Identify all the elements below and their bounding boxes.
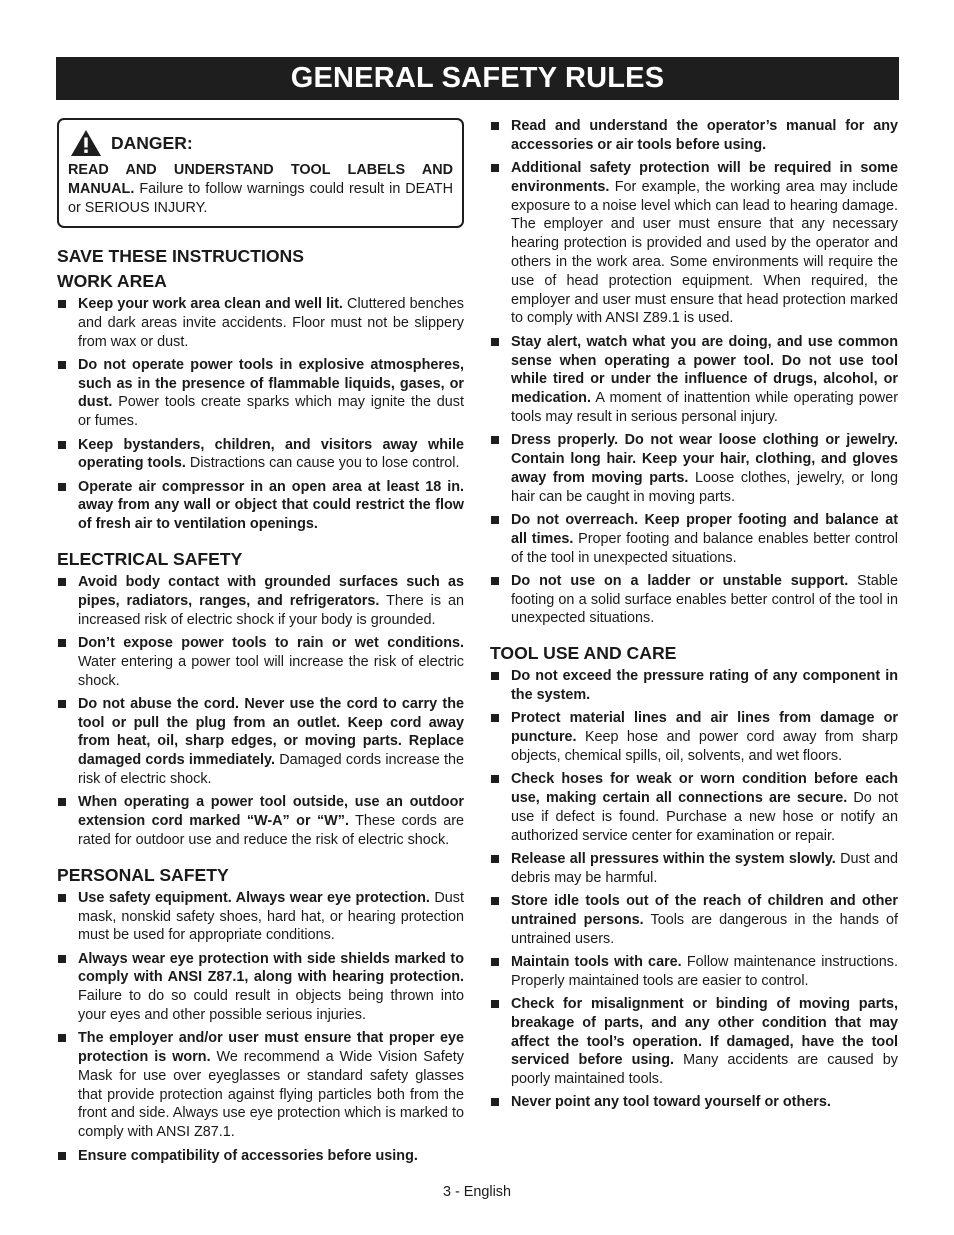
item-text: Cluttered benches and dark areas invite accidents. Floor must not be slippery from wax or dust. <box>78 296 464 350</box>
item-text: There is an increased risk of electric shock if your body is grounded. <box>78 592 464 628</box>
list-item <box>57 436 464 474</box>
item-bold-text: Stay alert, watch what you are doing, and use common sense when operating a power tool. Do not use tool while tired or under the influence of drugs, alcohol, or medication. <box>511 333 898 407</box>
list-item <box>490 117 898 155</box>
bullet-square-icon <box>491 1000 499 1008</box>
item-text: A moment of inattention while operating power tools may result in serious personal injury. <box>511 390 898 425</box>
danger-header <box>70 129 453 157</box>
item-bold-text: Check hoses for weak or worn condition before each use, making certain all connections are secure. <box>511 771 898 806</box>
list-item <box>490 892 898 948</box>
bullet-square-icon <box>491 164 499 172</box>
list-item <box>57 695 464 789</box>
section-heading: PERSONAL SAFETY <box>57 864 229 885</box>
list-item <box>490 667 898 705</box>
page-number: 3 - English <box>443 1184 511 1200</box>
bullet-square-icon <box>491 855 499 863</box>
list-item <box>490 431 898 506</box>
warning-triangle-icon <box>70 129 102 157</box>
right-column <box>490 117 898 1117</box>
item-text: Keep hose and power cord away from sharp objects, chemical spills, oil, solvents, and wet floors. <box>511 729 898 764</box>
item-text: Dust mask, nonskid safety shoes, hard hat, or hearing protection must be used for appropriate conditions. <box>78 889 464 944</box>
item-bold-text: Keep your work area clean and well lit. <box>78 296 343 312</box>
list-item <box>57 356 464 431</box>
item-bold-text: Do not use on a ladder or unstable support. <box>511 572 849 589</box>
bullet-square-icon <box>58 955 66 963</box>
list-item <box>490 511 898 567</box>
list-item <box>57 634 464 690</box>
item-bold-text: Do not exceed the pressure rating of any component in the system. <box>511 668 898 704</box>
tool-use-list <box>490 667 898 1112</box>
item-bold-text: Protect material lines and air lines from damage or puncture. <box>511 710 898 746</box>
bullet-square-icon <box>58 798 66 806</box>
list-item <box>57 1029 464 1142</box>
list-item <box>57 889 464 945</box>
item-text: Proper footing and balance enables better control of the tool in unexpected situations. <box>511 530 898 566</box>
section-heading: WORK AREA <box>57 271 167 291</box>
item-text: These cords are rated for outdoor use and reduce the risk of electric shock. <box>78 813 464 848</box>
danger-body-text: Failure to follow warnings could result in DEATH or SERIOUS INJURY. <box>68 181 453 216</box>
bullet-square-icon <box>58 639 66 647</box>
bullet-square-icon <box>58 700 66 708</box>
bullet-square-icon <box>58 441 66 449</box>
electrical-safety-list <box>57 573 464 850</box>
bullet-square-icon <box>58 894 66 902</box>
personal-safety-continued-list <box>490 117 898 628</box>
danger-bold-text: READ AND UNDERSTAND TOOL LABELS AND MANUAL. <box>68 162 453 197</box>
item-text: Damaged cords increase the risk of electric shock. <box>78 752 464 788</box>
item-bold-text: Dress properly. Do not wear loose clothing or jewelry. Contain long hair. Keep your hair, clothing, and gloves away from moving parts. <box>511 432 898 486</box>
list-item <box>57 573 464 629</box>
item-bold-text: Don’t expose power tools to rain or wet conditions. <box>78 634 464 651</box>
section-heading: ELECTRICAL SAFETY <box>57 549 243 570</box>
danger-notice <box>57 118 464 228</box>
save-instructions-heading: SAVE THESE INSTRUCTIONS <box>57 246 304 266</box>
list-item <box>57 793 464 849</box>
bullet-square-icon <box>491 714 499 722</box>
item-text: Many accidents are caused by poorly maintained tools. <box>511 1052 898 1088</box>
item-bold-text: The employer and/or user must ensure that proper eye protection is worn. <box>78 1030 464 1066</box>
item-bold-text: Release all pressures within the system slowly. <box>511 850 836 867</box>
item-bold-text: Maintain tools with care. <box>511 953 682 970</box>
item-bold-text: Read and understand the operator’s manual for any accessories or air tools before using. <box>511 118 898 153</box>
personal-safety-list <box>57 889 464 1166</box>
danger-label: DANGER: <box>111 132 193 153</box>
list-item <box>490 1093 898 1112</box>
bullet-square-icon <box>491 436 499 444</box>
bullet-square-icon <box>58 483 66 491</box>
left-column <box>57 118 464 1170</box>
bullet-square-icon <box>491 338 499 346</box>
bullet-square-icon <box>58 1152 66 1160</box>
list-item <box>490 572 898 628</box>
item-bold-text: Ensure compatibility of accessories before using. <box>78 1147 418 1164</box>
work-area-list <box>57 295 464 534</box>
item-bold-text: Always wear eye protection with side shields marked to comply with ANSI Z87.1, along with hearing protection. <box>78 950 464 986</box>
list-item <box>490 333 898 427</box>
bullet-square-icon <box>58 578 66 586</box>
list-item <box>490 850 898 888</box>
item-text: Dust and debris may be harmful. <box>511 850 898 886</box>
list-item <box>490 770 898 845</box>
item-bold-text: Keep bystanders, children, and visitors away while operating tools. <box>78 436 464 472</box>
bullet-square-icon <box>58 300 66 308</box>
list-item <box>490 995 898 1089</box>
item-text: Do not use if defect is found. Purchase a new hose or notify an authorized service center for examination or repair. <box>511 790 898 844</box>
item-bold-text: Store idle tools out of the reach of children and other untrained persons. <box>511 892 898 928</box>
item-bold-text: Operate air compressor in an open area at least 18 in. away from any wall or object that could restrict the flow of fresh air to ventilation openings. <box>78 478 464 533</box>
page-title: GENERAL SAFETY RULES <box>56 57 899 100</box>
list-item <box>57 478 464 534</box>
bullet-square-icon <box>491 897 499 905</box>
danger-message <box>68 161 453 218</box>
bullet-square-icon <box>491 775 499 783</box>
item-bold-text: Avoid body contact with grounded surfaces such as pipes, radiators, ranges, and refrigerators. <box>78 574 464 609</box>
item-text: We recommend a Wide Vision Safety Mask for use over eyeglasses or standard safety glasses that provide protection against flying particles both from the front and side. Always use eye protection which is marked to comply with ANSI Z87.1. <box>78 1049 464 1141</box>
item-bold-text: Use safety equipment. Always wear eye protection. <box>78 889 430 906</box>
bullet-square-icon <box>58 361 66 369</box>
item-bold-text: Do not overreach. Keep proper footing and balance at all times. <box>511 511 898 547</box>
item-text: Stable footing on a solid surface enables better control of the tool in unexpected situations. <box>511 572 898 627</box>
bullet-square-icon <box>491 577 499 585</box>
bullet-square-icon <box>491 672 499 680</box>
bullet-square-icon <box>491 122 499 130</box>
list-item <box>490 159 898 328</box>
item-text: Failure to do so could result in objects being thrown into your eyes and other possible serious injuries. <box>78 988 464 1023</box>
item-bold-text: Check for misalignment or binding of moving parts, breakage of parts, and any other condition that may affect the tool’s operation. If damaged, have the tool serviced before using. <box>511 995 898 1069</box>
item-bold-text: When operating a power tool outside, use an outdoor extension cord marked “W-A” or “W”. <box>78 794 464 830</box>
item-bold-text: Do not operate power tools in explosive atmospheres, such as in the presence of flammable liquids, gases, or dust. <box>78 356 464 411</box>
bullet-square-icon <box>491 516 499 524</box>
section-heading: TOOL USE AND CARE <box>490 643 677 664</box>
item-text: Distractions can cause you to lose control. <box>185 455 460 472</box>
bullet-square-icon <box>58 1034 66 1042</box>
item-bold-text: Do not abuse the cord. Never use the cord to carry the tool or pull the plug from an outlet. Keep cord away from heat, oil, sharp edges, or moving parts. Replace damaged cords immediately. <box>78 695 464 769</box>
item-bold-text: Additional safety protection will be required in some environments. <box>511 160 898 195</box>
item-bold-text: Never point any tool toward yourself or others. <box>511 1094 831 1111</box>
item-text: Water entering a power tool will increase the risk of electric shock. <box>78 653 464 689</box>
bullet-square-icon <box>491 958 499 966</box>
item-text: Follow maintenance instructions. Properly maintained tools are easier to control. <box>511 953 898 989</box>
list-item <box>490 709 898 765</box>
list-item <box>490 953 898 991</box>
list-item <box>57 295 464 351</box>
item-text: Power tools create sparks which may ignite the dust or fumes. <box>78 394 464 430</box>
item-text: Loose clothes, jewelry, or long hair can be caught in moving parts. <box>511 469 898 505</box>
item-text: Tools are dangerous in the hands of untrained users. <box>511 911 898 947</box>
bullet-square-icon <box>491 1098 499 1106</box>
item-text: For example, the working area may include exposure to a noise level which can lead to hearing damage. The employer and user must ensure that any necessary hearing protection is provided and used by the operator and others in the work area. Some environments will require the use of head protection equipment. When required, the employer and user must ensure that head protection marked to comply with ANSI Z89.1 is used. <box>511 178 898 327</box>
list-item <box>57 950 464 1025</box>
list-item <box>57 1147 464 1166</box>
